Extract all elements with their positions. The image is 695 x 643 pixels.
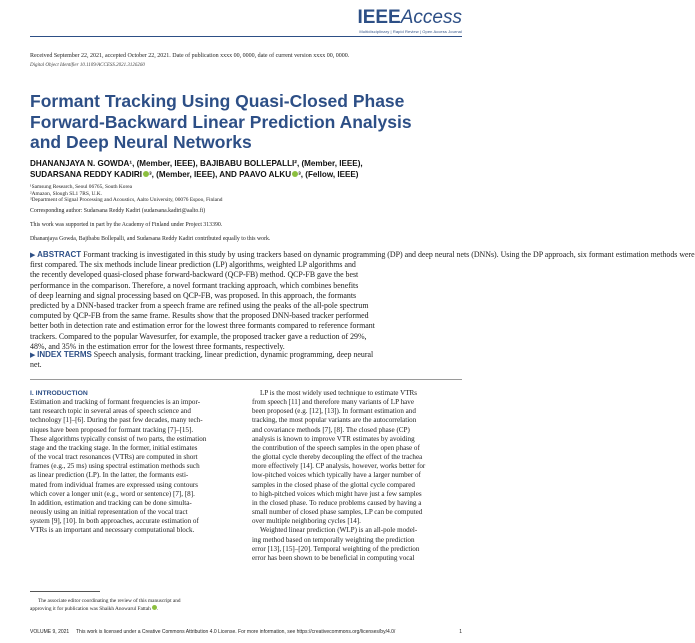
footnote bbox=[30, 598, 240, 613]
body-line: low-pitched voices which typically have a larger number of bbox=[252, 471, 421, 480]
body-line: from speech [11] and therefore many variants of LP have bbox=[252, 398, 414, 407]
corresponding-author: Corresponding author: Sudarsana Reddy Kadiri (sudarsana.kadiri@aalto.fi) bbox=[30, 208, 206, 214]
body-line: been proposed (e.g. [12], [13]). In formant estimation and bbox=[252, 407, 416, 416]
footer-license[interactable]: This work is licensed under a Creative Commons Attribution 4.0 License. For more information, see https://creativecommons.org/licenses/by/4.0/ bbox=[76, 629, 396, 635]
body-line: VTRs is an important and necessary computational block. bbox=[30, 526, 195, 535]
abstract-line: the recently developed quasi-closed phase forward-backward (QCP-FB) method. QCP-FB gave the best bbox=[30, 270, 359, 280]
footnote-line: The associate editor coordinating the review of this manuscript and bbox=[38, 598, 181, 604]
header-rule bbox=[30, 36, 462, 37]
body-line: analysis is known to improve VTR estimates by avoiding bbox=[252, 434, 415, 443]
triangle-icon: ▶ bbox=[30, 351, 38, 359]
index-heading: INDEX TERMS bbox=[37, 350, 92, 359]
section-divider bbox=[30, 379, 462, 380]
title-line: and Deep Neural Networks bbox=[30, 132, 252, 152]
footnote-line: approving it for publication was Shaikh Anowarul Fattah . bbox=[30, 606, 159, 612]
abstract-line: predicted by a DNN-based tracker from a speech frame are refined using the peaks of the all-pole spectrum bbox=[30, 301, 369, 311]
body-line: the glottal cycle thereby decoupling the effect of the trachea bbox=[252, 453, 423, 462]
right-column bbox=[252, 389, 455, 563]
section-heading: I. INTRODUCTION bbox=[30, 390, 88, 397]
abstract-line: 48%, and 35% in the estimation error for the lowest three formants, respectively. bbox=[30, 341, 285, 351]
body-line: ing method based on temporally weighting the prediction bbox=[252, 535, 415, 544]
body-line: tracking, the most popular variants are the autocorrelation bbox=[252, 416, 417, 425]
journal-logo bbox=[357, 8, 462, 34]
author-list bbox=[30, 159, 450, 180]
publication-dates: Received September 22, 2021, accepted October 22, 2021. Date of publication xxxx 00, 0000, date of current version xxxx 00, 0000. bbox=[30, 53, 350, 59]
abstract-line: of deep learning and signal processing based on QCP-FB, was proposed. In this approach, the formants bbox=[30, 290, 357, 300]
body-line: error has been shown to be beneficial in computing vocal bbox=[252, 553, 415, 562]
body-line: error [13], [15]–[20]. Temporal weighting of the prediction bbox=[252, 544, 420, 553]
abstract-line: first compared. The six methods include linear prediction (LP) algorithms, weighted LP algorithms and bbox=[30, 260, 356, 270]
abstract-line: performance in the comparison. Therefore, a novel formant tracking approach, which combines benefits bbox=[30, 280, 359, 290]
body-line: as linear prediction (LP). In the latter, the formants esti- bbox=[30, 471, 189, 480]
doi: Digital Object Identifier 10.1109/ACCESS.2021.3126260 bbox=[30, 63, 145, 68]
author-line: DHANANJAYA N. GOWDA¹, (Member, IEEE), BAJIBABU BOLLEPALLI², (Member, IEEE), bbox=[30, 159, 363, 168]
body-line: These algorithms typically consist of two parts, the estimation bbox=[30, 434, 207, 443]
affiliations bbox=[30, 184, 222, 204]
abstract-text: Formant tracking is investigated in this study by using trackers based on dynamic programming (DP) and deep neural nets (DNNs). Using the DP approach, six formant estimation methods were bbox=[83, 250, 695, 259]
body-line: niques have been proposed for formant tracking [7]–[15]. bbox=[30, 425, 194, 434]
body-line: mated from individual frames are expressed using contours bbox=[30, 480, 199, 489]
index-line bbox=[30, 350, 454, 360]
index-line: net. bbox=[30, 360, 42, 370]
contribution-note: Dhananjaya Gowda, Bajibabu Bollepalli, and Sudarsana Reddy Kadiri contributed equally to this work. bbox=[30, 236, 271, 242]
abstract-heading: ABSTRACT bbox=[37, 250, 82, 259]
body-line: Weighted linear prediction (WLP) is an all-pole model- bbox=[260, 526, 418, 535]
body-line: stage and the tracking stage. In the former, initial estimates bbox=[30, 443, 198, 452]
title-line: Forward-Backward Linear Prediction Analysis bbox=[30, 111, 412, 132]
body-line: over multiple neighboring cycles [14]. bbox=[252, 517, 361, 526]
abstract-line bbox=[30, 250, 695, 260]
logo-tagline: Multidisciplinary | Rapid Review | Open Access Journal bbox=[359, 29, 462, 34]
index-terms bbox=[30, 350, 454, 370]
paper-title bbox=[30, 91, 430, 153]
affiliation: ³Department of Signal Processing and Acoustics, Aalto University, 00076 Espoo, Finland bbox=[30, 197, 223, 204]
body-line: in the closed phase. To reduce problems caused by having a bbox=[252, 498, 422, 507]
body-line: LP is the most widely used technique to estimate VTRs bbox=[260, 389, 418, 397]
abstract bbox=[30, 250, 695, 352]
footnote-text: approving it for publication was Shaikh Anowarul Fattah bbox=[30, 606, 151, 612]
footer-page-number: 1 bbox=[459, 629, 462, 635]
triangle-icon: ▶ bbox=[30, 251, 38, 259]
body-line: neously using an initial representation of the vocal tract bbox=[30, 508, 188, 517]
body-line: more effectively [14]. CP analysis, however, works better for bbox=[252, 462, 426, 471]
body-line: technology [1]–[6]. During the past few decades, many tech- bbox=[30, 416, 203, 425]
title-line: Formant Tracking Using Quasi-Closed Phase bbox=[30, 91, 405, 111]
body-line: tant research topic in several areas of speech science and bbox=[30, 407, 191, 416]
footnote-rule bbox=[30, 591, 100, 592]
body-line: the contribution of the speech samples in the open phase of bbox=[252, 443, 420, 452]
body-line: frames (e.g., 25 ms) using spectral estimation methods such bbox=[30, 462, 200, 471]
footer-volume: VOLUME 9, 2021 bbox=[30, 629, 70, 635]
body-line: samples in the closed phase of the glottal cycle compared bbox=[252, 480, 415, 489]
logo-italic: Access bbox=[400, 7, 462, 28]
body-line: which cover a longer unit (e.g., word or sentence) [7], [8]. bbox=[30, 489, 195, 498]
author-kadiri: SUDARSANA REDDY KADIRI bbox=[30, 169, 142, 179]
body-line: of the vocal tract resonances (VTRs) are computed in short bbox=[30, 453, 198, 462]
author-alku: ³, (Member, IEEE), AND PAAVO ALKU bbox=[148, 169, 292, 179]
abstract-line: better both in detection rate and estimation error for the lowest three formants compared to reference formant bbox=[30, 321, 375, 331]
body-line: Estimation and tracking of formant frequencies is an impor- bbox=[30, 398, 201, 407]
index-text: Speech analysis, formant tracking, linear prediction, dynamic programming, deep neural bbox=[93, 350, 374, 359]
body-line: small number of closed phase samples, LP can be computed bbox=[252, 508, 423, 517]
affiliation: ¹Samsung Research, Seoul 06765, South Korea bbox=[30, 184, 133, 190]
author-line bbox=[30, 170, 450, 181]
body-line: In addition, estimation and tracking can be done simulta- bbox=[30, 498, 192, 507]
abstract-line: trackers. Compared to the popular Wavesurfer, for example, the proposed tracker gave a reduction of 29%, bbox=[30, 331, 367, 341]
left-column bbox=[30, 389, 233, 536]
affiliation: ²Amazon, Slough SL1 7RS, U.K. bbox=[30, 190, 102, 197]
abstract-line: computed by QCP-FB from the same frame. Results show that the proposed DNN-based tracker performed bbox=[30, 311, 369, 321]
author-alku-role: ³, (Fellow, IEEE) bbox=[298, 169, 359, 179]
body-line: system [9], [10]. In both approaches, accurate estimation of bbox=[30, 517, 199, 526]
body-line: to high-pitched voices which might have just a few samples bbox=[252, 489, 422, 498]
orcid-icon[interactable] bbox=[152, 605, 157, 610]
body-line: and covariance methods [7], [8]. The closed phase (CP) bbox=[252, 425, 410, 434]
logo-bold: IEEE bbox=[357, 7, 401, 28]
funding-note: This work was supported in part by the Academy of Finland under Project 313390. bbox=[30, 222, 223, 228]
